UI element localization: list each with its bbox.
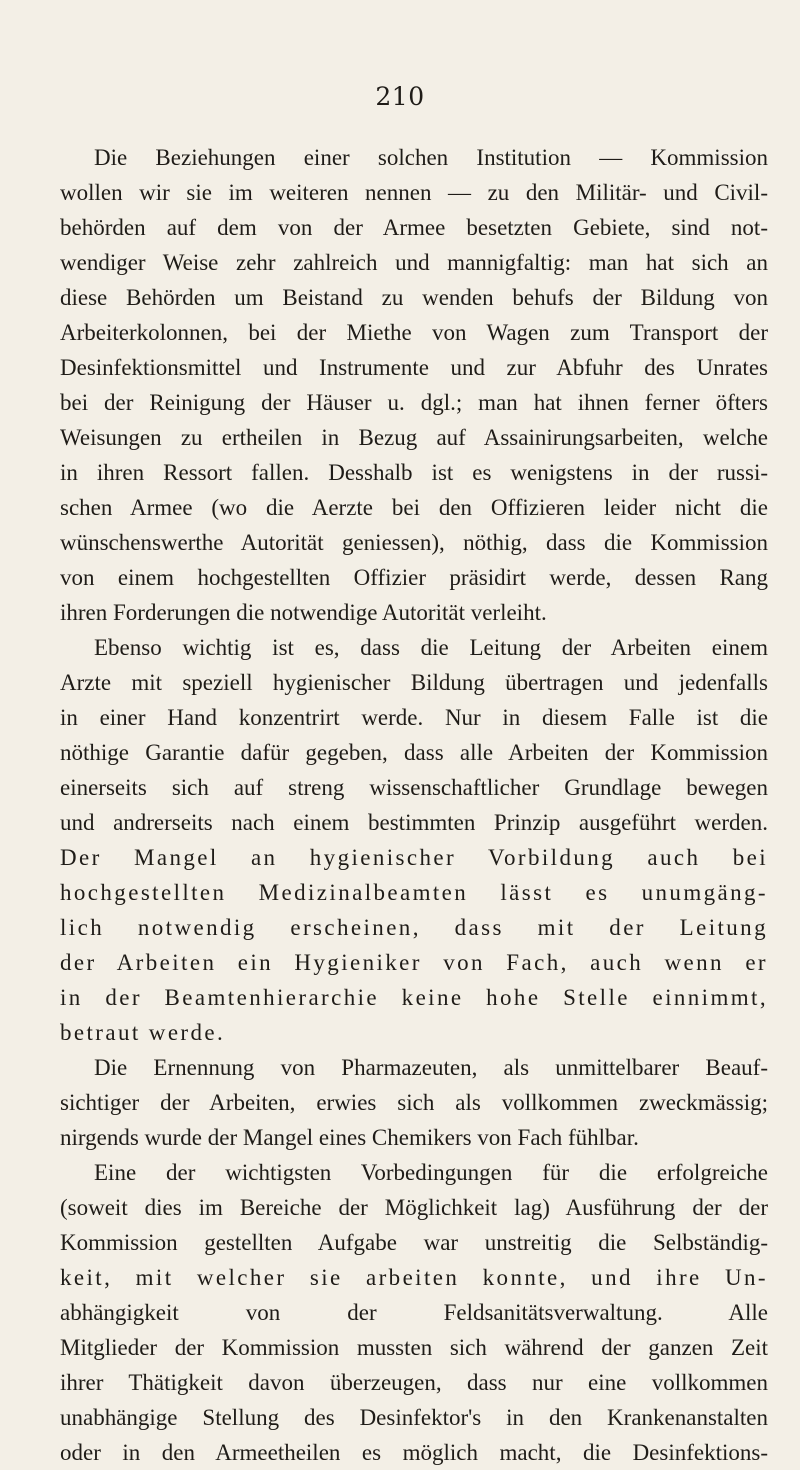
text-line: Eine der wichtigsten Vorbedingungen für die erfolgreiche: [94, 1160, 768, 1185]
text-line: Desinfektionsmittel und Instrumente und zur Abfuhr des Unrates: [60, 355, 768, 380]
page-number: 210: [375, 82, 425, 111]
text-line: sichtiger der Arbeiten, erwies sich als vollkommen zweckmässig;: [60, 1090, 768, 1115]
text-line: behörden auf dem von der Armee besetzten Gebiete, sind not-: [60, 215, 768, 240]
text-line: unabhängige Stellung des Desinfektor's in den Krankenanstalten: [60, 1405, 768, 1430]
text-line: Der Mangel an hygienischer Vorbildung auch bei: [60, 845, 768, 870]
text-line: einerseits sich auf streng wissenschaftlicher Grundlage bewegen: [60, 775, 768, 800]
text-line: in der Beamtenhierarchie keine hohe Stelle einnimmt,: [60, 985, 768, 1010]
text-line: Die Beziehungen einer solchen Institution — Kommission: [94, 145, 768, 170]
text-line: ihren Forderungen die notwendige Autorität verleiht.: [60, 600, 547, 625]
text-line: schen Armee (wo die Aerzte bei den Offizieren leider nicht die: [60, 495, 768, 520]
text-line: in einer Hand konzentrirt werde. Nur in diesem Falle ist die: [60, 705, 768, 730]
text-line: in ihren Ressort fallen. Desshalb ist es wenigstens in der russi-: [60, 460, 768, 485]
text-line: nöthige Garantie dafür gegeben, dass alle Arbeiten der Kommission: [60, 740, 768, 765]
text-line: wollen wir sie im weiteren nennen — zu den Militär- und Civil-: [60, 180, 768, 205]
text-line: nirgends wurde der Mangel eines Chemikers von Fach fühlbar.: [60, 1125, 639, 1150]
text-line: abhängigkeit von der Feldsanitätsverwaltung. Alle: [60, 1300, 768, 1325]
text-line: Kommission gestellten Aufgabe war unstreitig die Selbständig-: [60, 1230, 768, 1255]
text-line: Die Ernennung von Pharmazeuten, als unmittelbarer Beauf-: [94, 1055, 768, 1080]
text-line: bei der Reinigung der Häuser u. dgl.; man hat ihnen ferner öfters: [60, 390, 768, 415]
text-line: der Arbeiten ein Hygieniker von Fach, auch wenn er: [60, 950, 768, 975]
text-line: diese Behörden um Beistand zu wenden behufs der Bildung von: [60, 285, 768, 310]
body-text: [60, 140, 768, 1470]
text-line: Arbeiterkolonnen, bei der Miethe von Wagen zum Transport der: [60, 320, 768, 345]
text-line: hochgestellten Medizinalbeamten lässt es unumgäng-: [60, 880, 768, 905]
text-line: ihrer Thätigkeit davon überzeugen, dass nur eine vollkommen: [60, 1370, 768, 1395]
text-line: wünschenswerthe Autorität geniessen), nöthig, dass die Kommission: [60, 530, 768, 555]
text-line: Weisungen zu ertheilen in Bezug auf Assainirungsarbeiten, welche: [60, 425, 768, 450]
text-line: oder in den Armeetheilen es möglich macht, die Desinfektions-: [60, 1440, 768, 1465]
text-line: lich notwendig erscheinen, dass mit der Leitung: [60, 915, 768, 940]
text-line: betraut werde.: [60, 1020, 226, 1045]
text-line: Ebenso wichtig ist es, dass die Leitung der Arbeiten einem: [94, 635, 768, 660]
text-line: von einem hochgestellten Offizier präsidirt werde, dessen Rang: [60, 565, 768, 590]
text-line: (soweit dies im Bereiche der Möglichkeit lag) Ausführung der der: [60, 1195, 768, 1220]
text-line: keit, mit welcher sie arbeiten konnte, und ihre Un-: [60, 1265, 768, 1290]
text-line: Mitglieder der Kommission mussten sich während der ganzen Zeit: [60, 1335, 768, 1360]
text-line: und andrerseits nach einem bestimmten Prinzip ausgeführt werden.: [60, 810, 768, 835]
text-line: Arzte mit speziell hygienischer Bildung übertragen und jedenfalls: [60, 670, 768, 695]
text-line: wendiger Weise zehr zahlreich und mannigfaltig: man hat sich an: [60, 250, 768, 275]
